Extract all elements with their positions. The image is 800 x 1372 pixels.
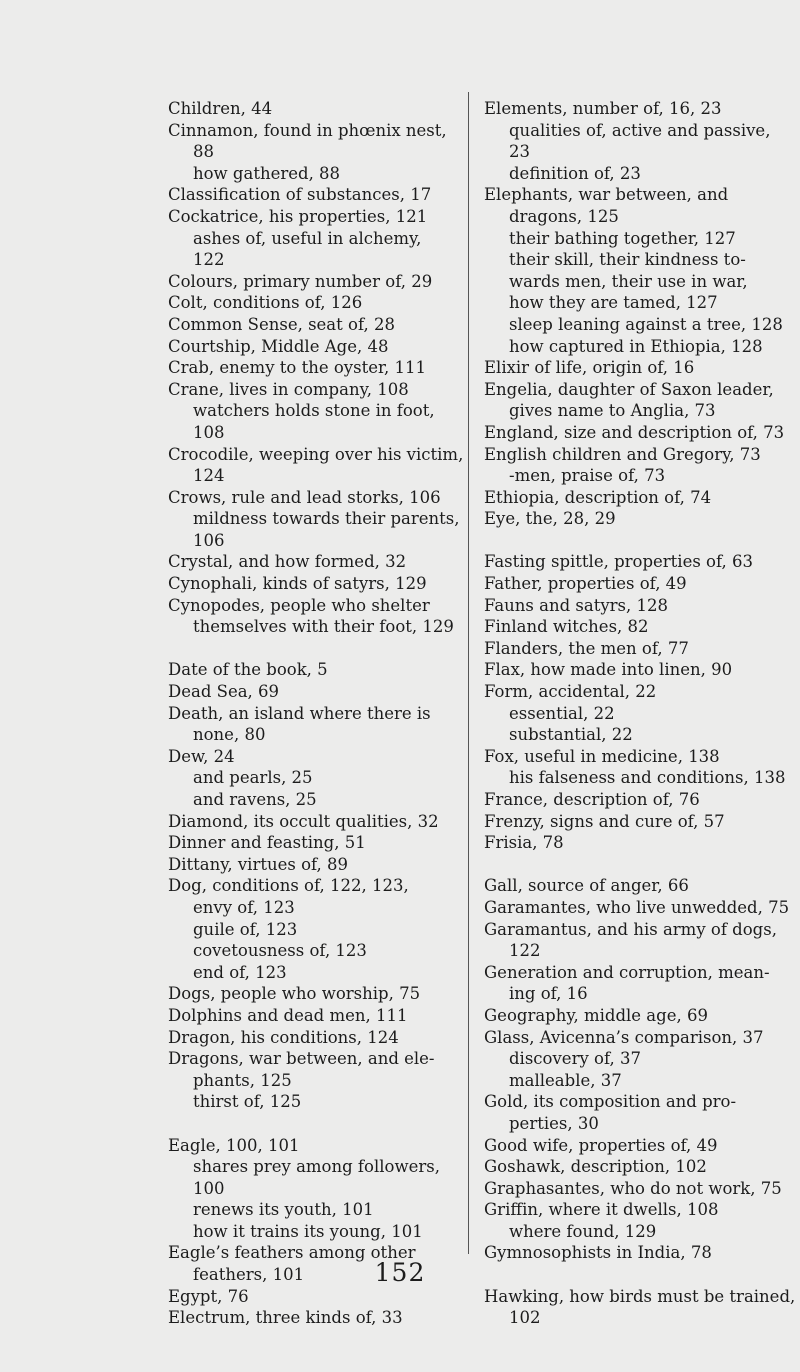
index-subentry: 122 bbox=[193, 250, 225, 270]
index-entry: Garamantus, and his army of dogs, bbox=[484, 919, 777, 939]
index-entry: Eye, the, 28, 29 bbox=[484, 509, 616, 529]
index-entry: Crystal, and how formed, 32 bbox=[168, 552, 407, 572]
index-entry: Garamantes, who live unwedded, 75 bbox=[484, 897, 790, 917]
index-letter-group bbox=[484, 875, 790, 1264]
index-subentry: qualities of, active and passive, bbox=[509, 120, 771, 140]
index-subentry: and ravens, 25 bbox=[193, 790, 317, 809]
index-entry: Geography, middle age, 69 bbox=[484, 1005, 708, 1025]
page-number: 152 bbox=[374, 1258, 426, 1287]
index-entry: Dog, conditions of, 122, 123, bbox=[168, 876, 409, 896]
index-entry: Glass, Avicenna’s comparison, 37 bbox=[484, 1027, 764, 1047]
index-entry: Crows, rule and lead storks, 106 bbox=[168, 487, 441, 507]
index-subentry: 106 bbox=[193, 530, 225, 550]
index-subentry: malleable, 37 bbox=[509, 1070, 622, 1090]
index-entry: Cinnamon, found in phœnix nest, bbox=[168, 120, 447, 140]
index-entry: Death, an island where there is bbox=[168, 703, 431, 723]
index-entry: Frisia, 78 bbox=[484, 833, 564, 853]
index-subentry: ing of, 16 bbox=[509, 984, 588, 1004]
index-subentry: dragons, 125 bbox=[509, 206, 619, 226]
index-entry: France, description of, 76 bbox=[484, 790, 700, 809]
index-entry: Elements, number of, 16, 23 bbox=[484, 99, 722, 118]
index-subentry: gives name to Anglia, 73 bbox=[509, 401, 716, 421]
index-entry: Frenzy, signs and cure of, 57 bbox=[484, 811, 725, 831]
index-subentry: how they are tamed, 127 bbox=[509, 293, 718, 313]
index-subentry: their skill, their kindness to- bbox=[509, 250, 746, 270]
index-entry: Crocodile, weeping over his victim, bbox=[168, 444, 464, 464]
index-entry: Goshawk, description, 102 bbox=[484, 1157, 707, 1177]
index-subentry: covetousness of, 123 bbox=[193, 941, 367, 961]
index-entry: Griffin, where it dwells, 108 bbox=[484, 1200, 719, 1220]
index-entry: Crab, enemy to the oyster, 111 bbox=[168, 358, 427, 378]
index-entry: Form, accidental, 22 bbox=[484, 682, 657, 702]
index-subentry: his falseness and conditions, 138 bbox=[509, 768, 786, 788]
index-subentry: sleep leaning against a tree, 128 bbox=[509, 314, 783, 334]
index-entry: Diamond, its occult qualities, 32 bbox=[168, 811, 439, 831]
index-subentry: themselves with their foot, 129 bbox=[193, 617, 454, 637]
index-entry: Courtship, Middle Age, 48 bbox=[168, 336, 389, 356]
index-entry: Engelia, daughter of Saxon leader, bbox=[484, 379, 774, 399]
index-subentry: phants, 125 bbox=[193, 1070, 292, 1090]
index-subentry: and pearls, 25 bbox=[193, 768, 313, 788]
index-subentry: end of, 123 bbox=[193, 962, 287, 982]
index-entry: Father, properties of, 49 bbox=[484, 574, 687, 594]
index-entry: Colt, conditions of, 126 bbox=[168, 293, 363, 313]
index-subentry: mildness towards their parents, bbox=[193, 509, 460, 529]
index-subentry: 102 bbox=[509, 1308, 541, 1328]
index-entry: Hawking, how birds must be trained, bbox=[484, 1286, 796, 1306]
index-subentry: their bathing together, 127 bbox=[509, 228, 736, 248]
index-subentry: none, 80 bbox=[193, 725, 266, 745]
index-subentry: 88 bbox=[193, 142, 214, 162]
index-subentry: perties, 30 bbox=[509, 1113, 599, 1133]
index-entry: Crane, lives in company, 108 bbox=[168, 379, 409, 399]
index-entry: Cynophali, kinds of satyrs, 129 bbox=[168, 574, 427, 594]
index-subentry: wards men, their use in war, bbox=[509, 271, 748, 291]
index-subentry: renews its youth, 101 bbox=[193, 1200, 374, 1220]
index-subentry: watchers holds stone in foot, bbox=[193, 401, 435, 421]
index-subentry: 124 bbox=[193, 466, 225, 486]
index-entry: Cockatrice, his properties, 121 bbox=[168, 206, 428, 226]
index-letter-group bbox=[484, 551, 784, 853]
index-entry: England, size and description of, 73 bbox=[484, 422, 785, 442]
index-entry: Dittany, virtues of, 89 bbox=[168, 854, 349, 874]
index-entry: Gold, its composition and pro- bbox=[484, 1092, 737, 1112]
index-entry: Date of the book, 5 bbox=[168, 660, 328, 680]
index-entry: Gymnosophists in India, 78 bbox=[484, 1243, 712, 1263]
index-entry: Electrum, three kinds of, 33 bbox=[168, 1308, 403, 1328]
index-entry: Generation and corruption, mean- bbox=[484, 962, 770, 982]
index-entry: Fox, useful in medicine, 138 bbox=[484, 746, 720, 766]
index-entry: Eagle’s feathers among other bbox=[168, 1243, 416, 1263]
index-entry: Dogs, people who worship, 75 bbox=[168, 984, 421, 1004]
index-subentry: definition of, 23 bbox=[509, 163, 641, 183]
index-entry: Gall, source of anger, 66 bbox=[484, 876, 689, 896]
index-entry: Egypt, 76 bbox=[168, 1286, 249, 1306]
index-letter-group bbox=[484, 1286, 796, 1329]
index-subentry: ashes of, useful in alchemy, bbox=[193, 228, 422, 248]
index-subentry: guile of, 123 bbox=[193, 919, 298, 939]
index-subentry: -men, praise of, 73 bbox=[509, 466, 666, 486]
index-subentry: envy of, 123 bbox=[193, 897, 295, 917]
index-entry: Common Sense, seat of, 28 bbox=[168, 314, 395, 334]
index-entry: Dragons, war between, and ele- bbox=[168, 1049, 435, 1069]
index-entry: Elephants, war between, and bbox=[484, 185, 729, 205]
index-entry: Dolphins and dead men, 111 bbox=[168, 1005, 408, 1025]
index-entry: Graphasantes, who do not work, 75 bbox=[484, 1178, 782, 1198]
index-letter-group bbox=[168, 659, 458, 1112]
index-column-right bbox=[484, 98, 796, 1350]
index-subentry: shares prey among followers, bbox=[193, 1157, 440, 1177]
index-entry: Dew, 24 bbox=[168, 746, 235, 766]
index-subentry: how gathered, 88 bbox=[193, 163, 341, 183]
index-entry: Fauns and satyrs, 128 bbox=[484, 595, 668, 615]
index-entry: Colours, primary number of, 29 bbox=[168, 271, 433, 291]
index-entry: Children, 44 bbox=[168, 99, 273, 118]
index-entry: Eagle, 100, 101 bbox=[168, 1135, 300, 1155]
index-entry: Cynopodes, people who shelter bbox=[168, 595, 430, 615]
index-entry: Dead Sea, 69 bbox=[168, 682, 280, 702]
index-entry: Finland witches, 82 bbox=[484, 617, 649, 637]
index-entry: English children and Gregory, 73 bbox=[484, 444, 761, 464]
index-subentry: how captured in Ethiopia, 128 bbox=[509, 336, 763, 356]
index-subentry: 122 bbox=[509, 941, 541, 961]
index-subentry: substantial, 22 bbox=[509, 725, 633, 745]
index-entry: Dinner and feasting, 51 bbox=[168, 833, 366, 853]
index-entry: Ethiopia, description of, 74 bbox=[484, 487, 712, 507]
index-entry: Dragon, his conditions, 124 bbox=[168, 1027, 399, 1047]
index-subentry: 108 bbox=[193, 422, 225, 442]
index-entry: Elixir of life, origin of, 16 bbox=[484, 358, 695, 378]
column-divider bbox=[468, 92, 469, 1254]
index-subentry: essential, 22 bbox=[509, 703, 615, 723]
index-entry: Classification of substances, 17 bbox=[168, 185, 432, 205]
index-column-left bbox=[168, 98, 464, 1350]
index-entry: Flax, how made into linen, 90 bbox=[484, 660, 733, 680]
index-letter-group bbox=[168, 1135, 458, 1329]
index-subentry: thirst of, 125 bbox=[193, 1092, 302, 1112]
index-subentry: feathers, 101 bbox=[193, 1265, 305, 1285]
index-subentry: 23 bbox=[509, 142, 530, 162]
index-entry: Flanders, the men of, 77 bbox=[484, 638, 689, 658]
index-letter-group bbox=[484, 98, 784, 530]
index-subentry: 100 bbox=[193, 1178, 225, 1198]
index-entry: Good wife, properties of, 49 bbox=[484, 1135, 718, 1155]
index-subentry: where found, 129 bbox=[509, 1221, 657, 1241]
index-subentry: how it trains its young, 101 bbox=[193, 1221, 423, 1241]
index-subentry: discovery of, 37 bbox=[509, 1049, 641, 1069]
index-entry: Fasting spittle, properties of, 63 bbox=[484, 552, 753, 572]
index-letter-group bbox=[168, 98, 464, 638]
